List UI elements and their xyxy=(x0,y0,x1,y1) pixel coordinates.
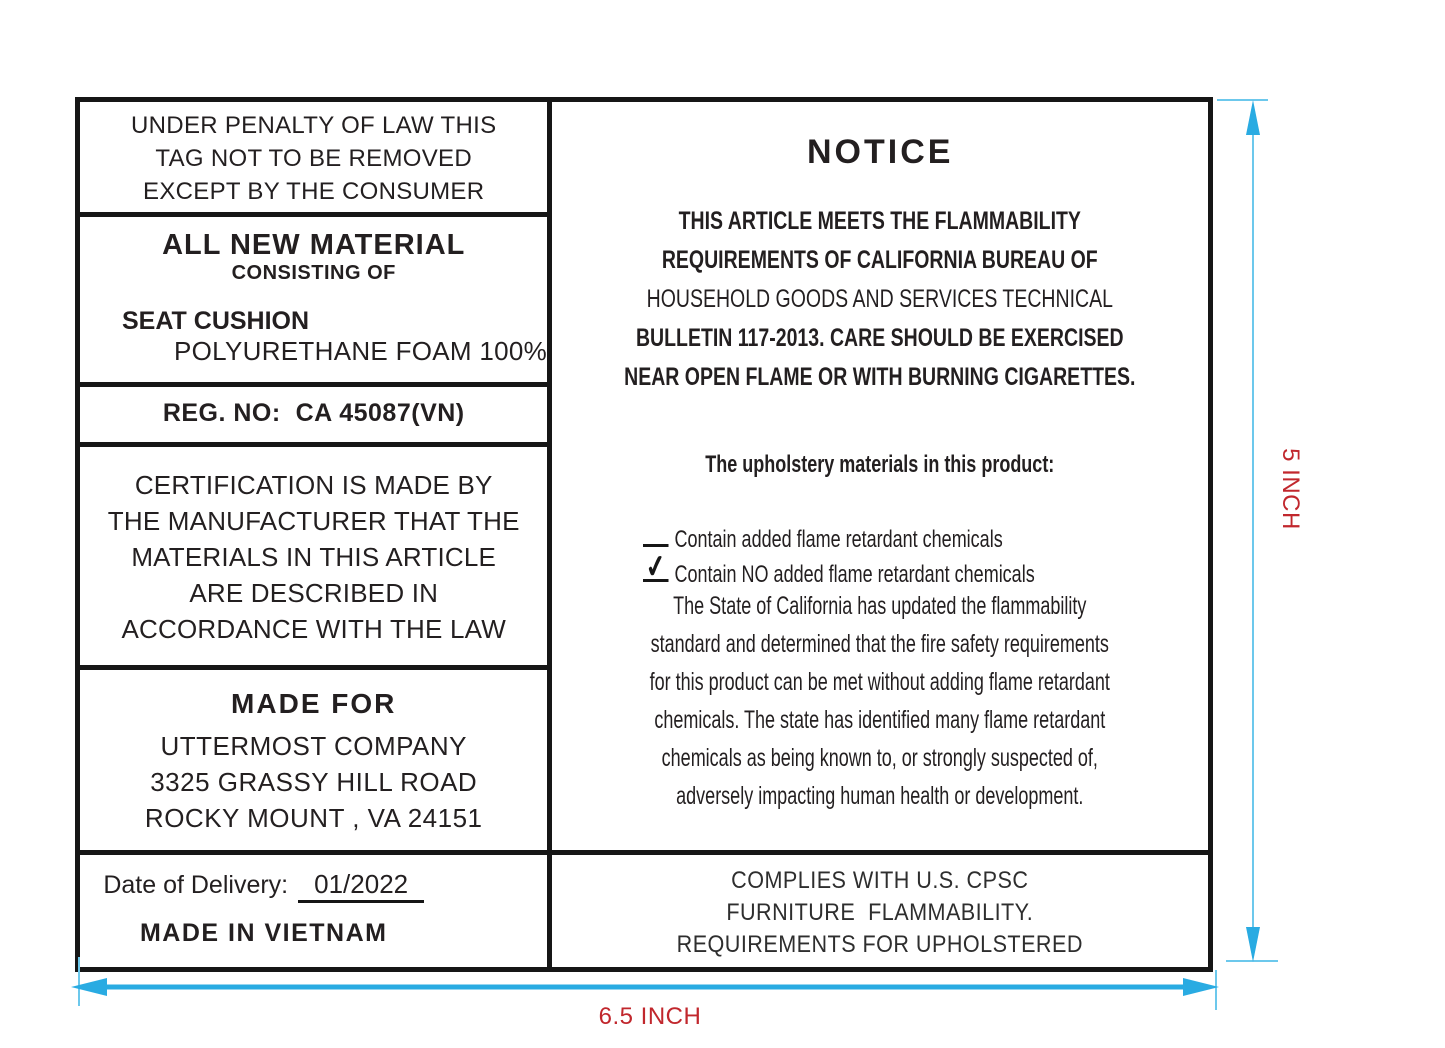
material-part: SEAT CUSHION xyxy=(122,307,310,335)
width-arrowhead-left-icon xyxy=(71,978,107,996)
material-subtitle: CONSISTING OF xyxy=(231,262,396,284)
flammability-line: THIS ARTICLE MEETS THE FLAMMABILITY xyxy=(679,207,1082,235)
material-composition: POLYURETHANE FOAM 100% xyxy=(174,336,548,366)
height-arrowhead-down-icon xyxy=(1246,927,1260,962)
option-label: Contain added flame retardant chemicals xyxy=(674,526,1004,553)
certification-line: ACCORDANCE WITH THE LAW xyxy=(121,614,506,644)
made-for-street: 3325 GRASSY HILL ROAD xyxy=(150,767,478,797)
width-dimension-label: 6.5 INCH xyxy=(598,1003,702,1030)
certification-line: THE MANUFACTURER THAT THE xyxy=(107,506,520,536)
made-for-city: ROCKY MOUNT , VA 24151 xyxy=(144,803,483,833)
country-of-origin: MADE IN VIETNAM xyxy=(139,919,388,947)
material-title: ALL NEW MATERIAL xyxy=(162,229,466,261)
state-line: standard and determined that the fire safety requirements xyxy=(651,630,1110,658)
width-arrowhead-right-icon xyxy=(1183,978,1219,996)
upholstery-heading: The upholstery materials in this product: xyxy=(705,451,1055,478)
option-label: Contain NO added flame retardant chemicals xyxy=(674,561,1036,588)
height-arrowhead-up-icon xyxy=(1246,100,1260,135)
cpsc-line: FURNITURE FLAMMABILITY. xyxy=(726,899,1034,926)
made-for-title: MADE FOR xyxy=(231,688,397,719)
state-line: adversely impacting human health or development. xyxy=(676,782,1084,810)
delivery-date-value: 01/2022 xyxy=(298,869,424,903)
cpsc-line: REQUIREMENTS FOR UPHOLSTERED xyxy=(677,931,1084,958)
state-line: chemicals. The state has identified many flame retardant xyxy=(654,706,1106,734)
notice-title: NOTICE xyxy=(806,133,954,171)
certification-line: MATERIALS IN THIS ARTICLE xyxy=(131,542,497,572)
flammability-line: HOUSEHOLD GOODS AND SERVICES TECHNICAL xyxy=(647,285,1114,313)
check-mark-icon: ✓ xyxy=(643,548,670,586)
made-for-company: UTTERMOST COMPANY xyxy=(160,731,467,761)
penalty-line: UNDER PENALTY OF LAW THIS xyxy=(131,112,497,139)
penalty-line: EXCEPT BY THE CONSUMER xyxy=(143,178,485,205)
cpsc-line: COMPLIES WITH U.S. CPSC xyxy=(731,867,1029,894)
flammability-line: BULLETIN 117-2013. CARE SHOULD BE EXERCISED xyxy=(636,324,1125,352)
delivery-date-label: Date of Delivery: xyxy=(103,871,289,899)
certification-line: CERTIFICATION IS MADE BY xyxy=(134,470,493,500)
flammability-line: NEAR OPEN FLAME OR WITH BURNING CIGARETTES. xyxy=(624,363,1136,391)
registration-number: REG. NO: CA 45087(VN) xyxy=(80,387,547,447)
certification-line: ARE DESCRIBED IN xyxy=(189,578,439,608)
flammability-line: REQUIREMENTS OF CALIFORNIA BUREAU OF xyxy=(662,246,1099,274)
state-line: The State of California has updated the flammability xyxy=(673,592,1087,620)
state-line: for this product can be met without adding flame retardant xyxy=(650,668,1111,696)
penalty-line: TAG NOT TO BE REMOVED xyxy=(155,145,472,172)
height-dimension-label: 5 INCH xyxy=(1277,448,1304,530)
state-line: chemicals as being known to, or strongly suspected of, xyxy=(662,744,1099,772)
